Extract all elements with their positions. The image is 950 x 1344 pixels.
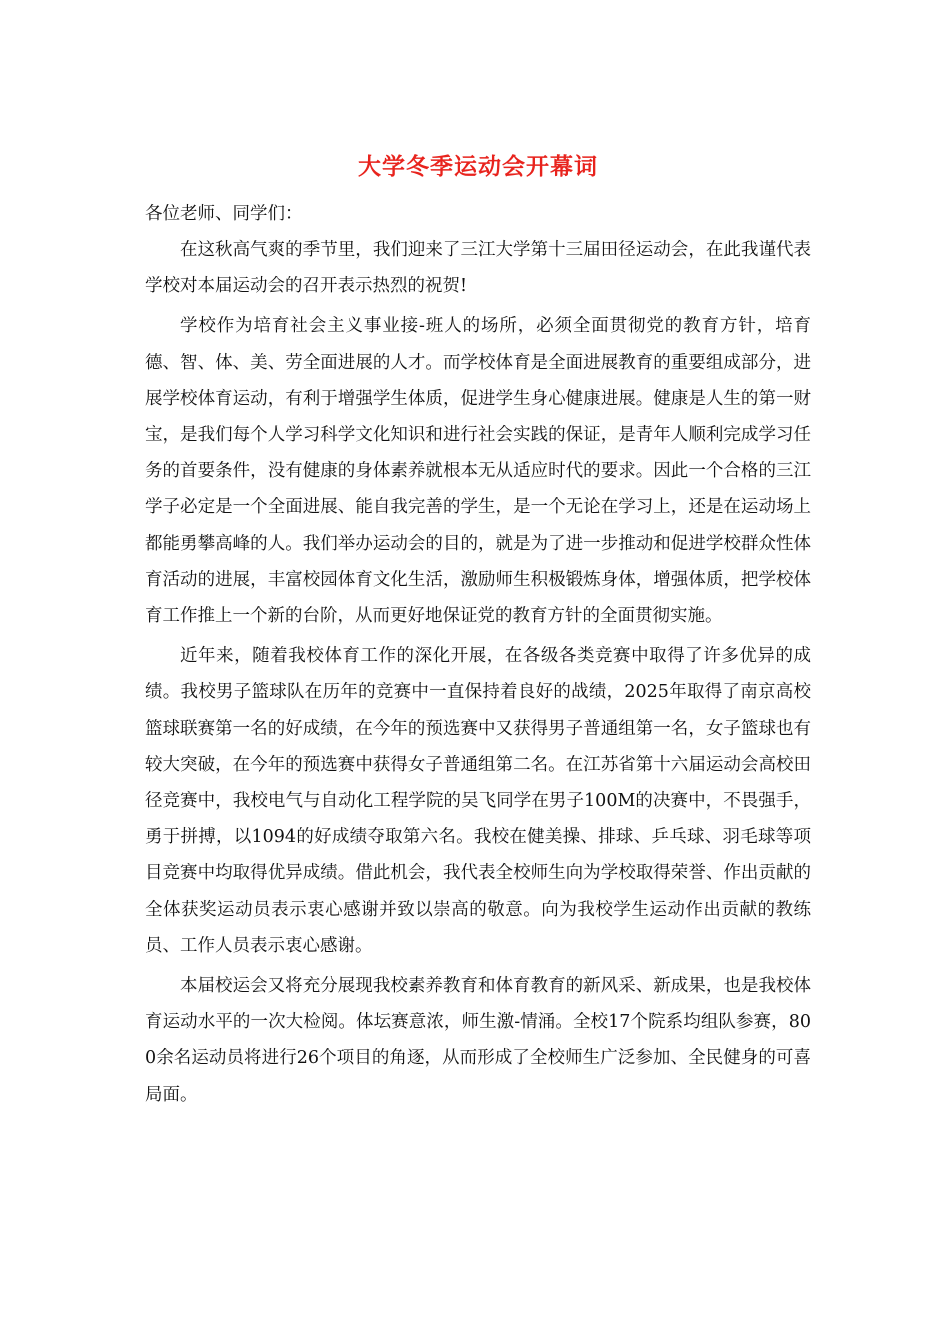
- paragraph-3: 近年来，随着我校体育工作的深化开展，在各级各类竞赛中取得了许多优异的成绩。我校男子篮球队在历年的竞赛中一直保持着良好的战绩，2025年取得了南京高校篮球联赛第一名的好成绩，在今年的预选赛中又获得男子普通组第一名，女子篮球也有较大突破，在今年的预选赛中获得女子普通组第二名。在江苏省第十六届运动会高校田径竞赛中，我校电气与自动化工程学院的吴飞同学在男子100M的决赛中，不畏强手，勇于拼搏，以1094的好成绩夺取第六名。我校在健美操、排球、乒乓球、羽毛球等项目竞赛中均取得优异成绩。借此机会，我代表全校师生向为学校取得荣誉、作出贡献的全体获奖运动员表示衷心感谢并致以崇高的敬意。向为我校学生运动作出贡献的教练员、工作人员表示衷心感谢。: [145, 646, 811, 956]
- document-page: [145, 150, 811, 1117]
- salutation: 各位老师、同学们：: [145, 204, 303, 224]
- paragraph-2: 学校作为培育社会主义事业接-班人的场所，必须全面贯彻党的教育方针，培育德、智、体、美、劳全面进展的人才。而学校体育是全面进展教育的重要组成部分，进展学校体育运动，有利于增强学生体质，促进学生身心健康进展。健康是人生的第一财宝，是我们每个人学习科学文化知识和进行社会实践的保证，是青年人顺利完成学习任务的首要条件，没有健康的身体素养就根本无从适应时代的要求。因此一个合格的三江学子必定是一个全面进展、能自我完善的学生，是一个无论在学习上，还是在运动场上都能勇攀高峰的人。我们举办运动会的目的，就是为了进一步推动和促进学校群众性体育活动的进展，丰富校园体育文化生活，激励师生积极锻炼身体，增强体质，把学校体育工作推上一个新的台阶，从而更好地保证党的教育方针的全面贯彻实施。: [145, 316, 811, 627]
- paragraph-1: 在这秋高气爽的季节里，我们迎来了三江大学第十三届田径运动会，在此我谨代表学校对本届运动会的召开表示热烈的祝贺!: [145, 240, 811, 297]
- document-title: 大学冬季运动会开幕词: [358, 153, 598, 180]
- paragraph-4: 本届校运会又将充分展现我校素养教育和体育教育的新风采、新成果，也是我校体育运动水平的一次大检阅。体坛赛意浓，师生激-情涌。全校17个院系均组队参赛，800余名运动员将进行26个项目的角逐，从而形成了全校师生广泛参加、全民健身的可喜局面。: [145, 976, 811, 1105]
